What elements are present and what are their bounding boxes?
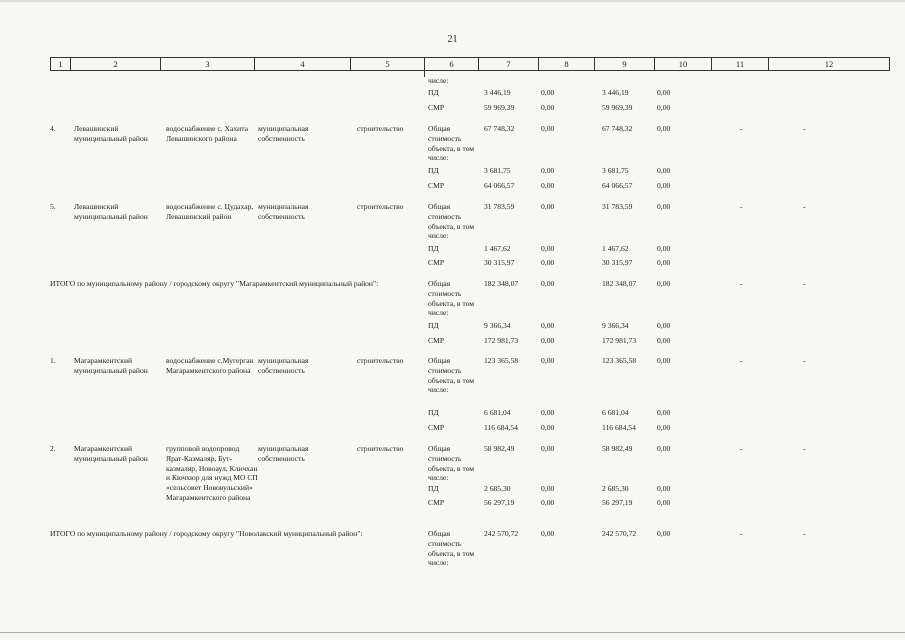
row-number: 5. [50, 202, 56, 211]
subtotal-label: ИТОГО по муниципальному району / городскому округу "Новолакский муниципальный район": [50, 529, 363, 538]
row-smr-label: СМР [428, 258, 445, 267]
scan-bottom-edge [0, 632, 905, 633]
subtotal-total-c11: - [740, 529, 743, 538]
subtotal-total-c9: 242 570,72 [602, 529, 637, 538]
subtotal-total-c10: 0,00 [657, 529, 671, 538]
header-col-8: 8 [538, 58, 594, 70]
continuation-label: числе: [428, 76, 449, 85]
row-pd-c7: 3 681,75 [484, 166, 511, 175]
row-total-c10: 0,00 [657, 444, 671, 453]
row-total-c8: 0,00 [541, 124, 555, 133]
row-smr-c7: 30 315,97 [484, 258, 515, 267]
cont-pd-c9: 3 446,19 [602, 88, 629, 97]
header-col-10: 10 [654, 58, 711, 70]
header-col-4: 4 [254, 58, 350, 70]
cont-smr-c7: 59 969,39 [484, 103, 515, 112]
header-col-1: 1 [50, 58, 70, 70]
row-smr-c8: 0,00 [541, 181, 555, 190]
row-total-c9: 67 748,32 [602, 124, 633, 133]
row-total-c10: 0,00 [657, 202, 671, 211]
subtotal-total-label: Общая стоимость объекта, в том числе: [428, 279, 475, 318]
continuation-divider [424, 69, 425, 77]
scan-top-edge [0, 0, 905, 2]
row-total-c12: - [803, 444, 806, 453]
row-total-c9: 31 783,59 [602, 202, 633, 211]
row-total-c7: 31 783,59 [484, 202, 515, 211]
subtotal-total-c8: 0,00 [541, 529, 555, 538]
row-ownership: муниципальная собственность [258, 202, 309, 221]
row-total-label: Общая стоимость объекта, в том числе: [428, 202, 475, 241]
row-district: Магарамкентский муниципальный район [74, 444, 148, 463]
cont-pd-c10: 0,00 [657, 88, 671, 97]
row-smr-label: СМР [428, 181, 445, 190]
row-total-c11: - [740, 444, 743, 453]
subtotal-pd-c8: 0,00 [541, 321, 555, 330]
row-total-c7: 58 982,49 [484, 444, 515, 453]
row-number: 4. [50, 124, 56, 133]
row-pd-c10: 0,00 [657, 166, 671, 175]
row-total-c11: - [740, 356, 743, 365]
row-work: строительство [357, 202, 404, 211]
row-total-c10: 0,00 [657, 124, 671, 133]
row-smr-c8: 0,00 [541, 498, 555, 507]
row-pd-c9: 3 681,75 [602, 166, 629, 175]
row-smr-c7: 56 297,19 [484, 498, 515, 507]
header-col-11: 11 [711, 58, 768, 70]
row-district: Левашинский муниципальный район [74, 202, 148, 221]
header-col-12: 12 [768, 58, 890, 70]
row-smr-c10: 0,00 [657, 423, 671, 432]
row-pd-label: ПД [428, 484, 439, 493]
row-pd-c10: 0,00 [657, 244, 671, 253]
row-pd-c8: 0,00 [541, 244, 555, 253]
row-smr-c8: 0,00 [541, 258, 555, 267]
row-district: Левашинский муниципальный район [74, 124, 148, 143]
row-smr-c10: 0,00 [657, 181, 671, 190]
subtotal-pd-c7: 9 366,34 [484, 321, 511, 330]
row-pd-c10: 0,00 [657, 408, 671, 417]
row-smr-label: СМР [428, 498, 445, 507]
cont-pd-c7: 3 446,19 [484, 88, 511, 97]
page-number: 21 [447, 34, 458, 45]
row-ownership: муниципальная собственность [258, 444, 309, 463]
subtotal-pd-label: ПД [428, 321, 439, 330]
row-total-c8: 0,00 [541, 202, 555, 211]
row-number: 2. [50, 444, 56, 453]
row-object: водоснабжение с. Цудахар, Левашинский район [166, 202, 254, 221]
row-total-c10: 0,00 [657, 356, 671, 365]
row-pd-c10: 0,00 [657, 484, 671, 493]
row-pd-label: ПД [428, 244, 439, 253]
cont-smr-c9: 59 969,39 [602, 103, 633, 112]
subtotal-total-c12: - [803, 529, 806, 538]
row-ownership: муниципальная собственность [258, 124, 309, 143]
subtotal-smr-label: СМР [428, 336, 445, 345]
row-smr-c9: 116 684,54 [602, 423, 636, 432]
row-total-label: Общая стоимость объекта, в том числе: [428, 124, 475, 163]
subtotal-total-c9: 182 348,07 [602, 279, 637, 288]
row-work: строительство [357, 124, 404, 133]
row-smr-c10: 0,00 [657, 258, 671, 267]
row-pd-label: ПД [428, 408, 439, 417]
row-pd-c9: 6 681,04 [602, 408, 629, 417]
row-work: строительство [357, 444, 404, 453]
header-col-2: 2 [70, 58, 160, 70]
row-object: водоснабжение с.Мугерган Магарамкентского района [166, 356, 254, 375]
row-total-c9: 58 982,49 [602, 444, 633, 453]
subtotal-total-c7: 242 570,72 [484, 529, 519, 538]
row-pd-label: ПД [428, 166, 439, 175]
row-pd-c9: 1 467,62 [602, 244, 629, 253]
row-pd-c8: 0,00 [541, 166, 555, 175]
subtotal-smr-c8: 0,00 [541, 336, 555, 345]
header-col-3: 3 [160, 58, 254, 70]
row-total-c8: 0,00 [541, 356, 555, 365]
header-col-6: 6 [424, 58, 478, 70]
row-smr-label: СМР [428, 423, 445, 432]
subtotal-total-c7: 182 348,07 [484, 279, 519, 288]
row-total-c12: - [803, 124, 806, 133]
row-pd-c7: 6 681,04 [484, 408, 511, 417]
row-smr-c7: 116 684,54 [484, 423, 518, 432]
subtotal-label: ИТОГО по муниципальному району / городскому округу "Магарамкентский муниципальный район": [50, 279, 379, 288]
row-smr-c9: 64 066,57 [602, 181, 633, 190]
row-total-label: Общая стоимость объекта, в том числе: [428, 356, 475, 395]
row-total-c7: 67 748,32 [484, 124, 515, 133]
subtotal-total-c8: 0,00 [541, 279, 555, 288]
subtotal-total-c10: 0,00 [657, 279, 671, 288]
row-smr-c10: 0,00 [657, 498, 671, 507]
row-district: Магарамкентский муниципальный район [74, 356, 148, 375]
cont-pd-label: ПД [428, 88, 439, 97]
row-smr-c7: 64 066,57 [484, 181, 515, 190]
header-col-5: 5 [350, 58, 424, 70]
subtotal-pd-c9: 9 366,34 [602, 321, 629, 330]
row-smr-c8: 0,00 [541, 423, 555, 432]
row-total-c12: - [803, 356, 806, 365]
row-ownership: муниципальная собственность [258, 356, 309, 375]
row-pd-c9: 2 685,30 [602, 484, 629, 493]
row-object: групповой водопровод Ярат-Казмаляр, Бут-казмаляр, Новоаул, Кличхан и Кючхюр для нужд МО СП «сельсовет Нововульский» Магарамкентского района [166, 444, 258, 502]
subtotal-total-c12: - [803, 279, 806, 288]
subtotal-total-c11: - [740, 279, 743, 288]
header-col-7: 7 [478, 58, 538, 70]
row-total-c9: 123 365,58 [602, 356, 637, 365]
row-pd-c8: 0,00 [541, 484, 555, 493]
subtotal-smr-c9: 172 981,73 [602, 336, 637, 345]
row-object: водоснабжение с. Хахита Левашинского района [166, 124, 249, 143]
row-total-c11: - [740, 202, 743, 211]
subtotal-pd-c10: 0,00 [657, 321, 671, 330]
row-total-c11: - [740, 124, 743, 133]
row-total-c7: 123 365,58 [484, 356, 519, 365]
row-total-c8: 0,00 [541, 444, 555, 453]
subtotal-smr-c7: 172 981,73 [484, 336, 519, 345]
row-pd-c8: 0,00 [541, 408, 555, 417]
table-header [50, 57, 890, 71]
row-number: 1. [50, 356, 56, 365]
cont-pd-c8: 0,00 [541, 88, 555, 97]
row-total-c12: - [803, 202, 806, 211]
row-smr-c9: 30 315,97 [602, 258, 633, 267]
row-pd-c7: 2 685,30 [484, 484, 511, 493]
subtotal-smr-c10: 0,00 [657, 336, 671, 345]
row-work: строительство [357, 356, 404, 365]
row-pd-c7: 1 467,62 [484, 244, 511, 253]
header-col-9: 9 [594, 58, 654, 70]
subtotal-total-label: Общая стоимость объекта, в том числе: [428, 529, 475, 568]
row-total-label: Общая стоимость объекта, в том числе: [428, 444, 475, 483]
cont-smr-c8: 0,00 [541, 103, 555, 112]
cont-smr-label: СМР [428, 103, 445, 112]
cont-smr-c10: 0,00 [657, 103, 671, 112]
row-smr-c9: 56 297,19 [602, 498, 633, 507]
